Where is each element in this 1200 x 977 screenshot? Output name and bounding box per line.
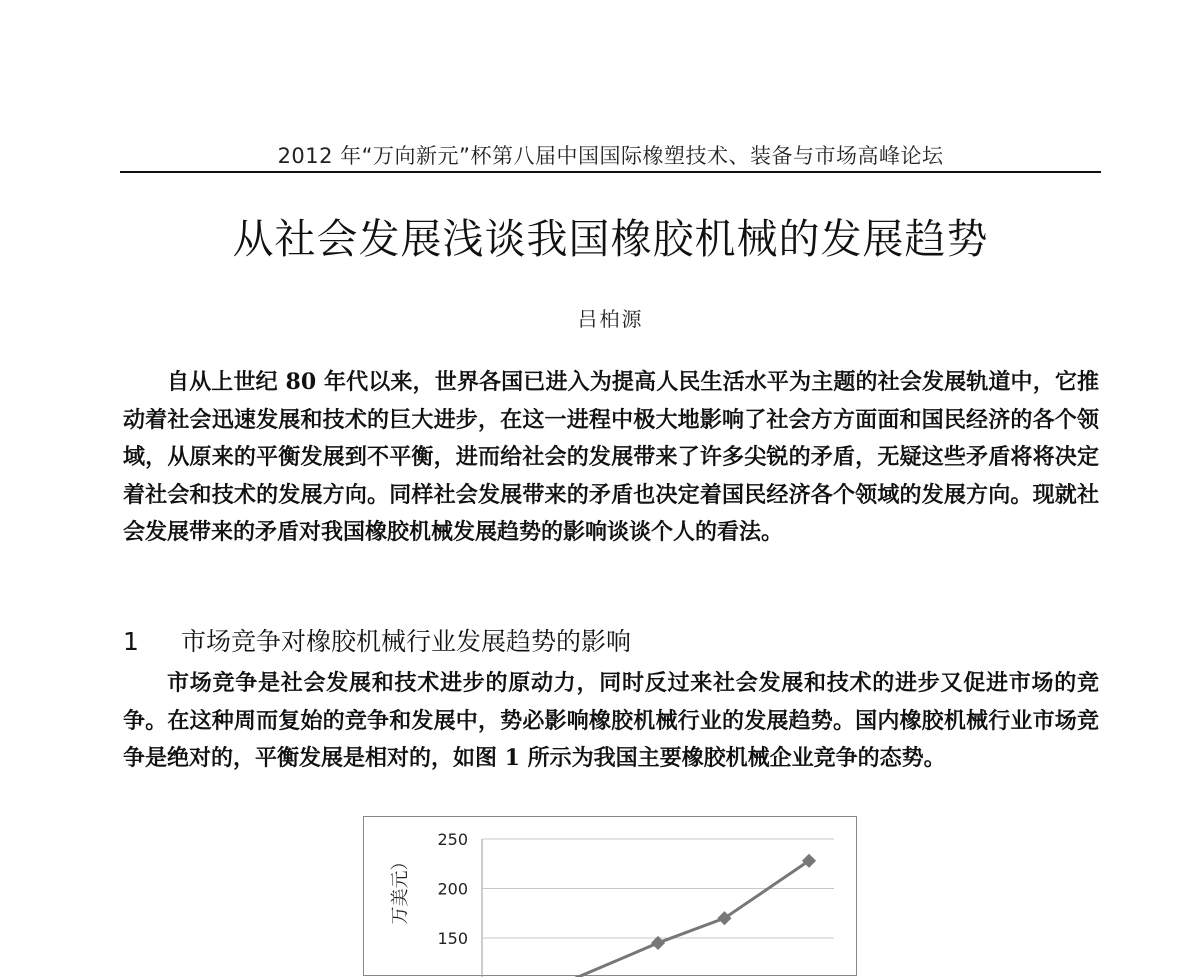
intro-paragraph: 自从上世纪 80 年代以来，世界各国已进入为提高人民生活水平为主题的社会发展轨道中，它推动着社会迅速发展和技术的巨大进步，在这一进程中极大地影响了社会方方面面和国民经济的各个领域，从原来的平衡发展到不平衡，进而给社会的发展带来了许多尖锐的矛盾，无疑这些矛盾将将决定着社会和技术的发展方向。同样社会发展带来的矛盾也决定着国民经济各个领域的发展方向。现就社会发展带来的矛盾对我国橡胶机械发展趋势的影响谈谈个人的看法。 bbox=[123, 369, 1099, 545]
y-tick-label: 200 bbox=[437, 879, 468, 899]
series-line bbox=[507, 861, 809, 977]
section-number: 1 bbox=[123, 627, 139, 656]
article-title: 从社会发展浅谈我国橡胶机械的发展趋势 bbox=[232, 215, 989, 263]
header-rule bbox=[120, 171, 1101, 173]
section-1-paragraph: 市场竞争是社会发展和技术进步的原动力，同时反过来社会发展和技术的进步又促进市场的竞争。在这种周而复始的竞争和发展中，势必影响橡胶机械行业的发展趋势。国内橡胶机械行业市场竞争是绝对的，平衡发展是相对的，如图 1 所示为我国主要橡胶机械企业竞争的态势。 bbox=[123, 670, 1099, 771]
figure-1-chart bbox=[363, 816, 857, 976]
y-tick-label: 250 bbox=[437, 830, 468, 849]
author-name: 吕柏源 bbox=[577, 307, 644, 331]
y-axis-label: 万美元） bbox=[390, 852, 411, 925]
y-tick-label: 150 bbox=[437, 929, 468, 948]
section-1-heading bbox=[123, 622, 631, 658]
running-header: 2012 年“万向新元”杯第八届中国国际橡塑技术、装备与市场高峰论坛 bbox=[277, 144, 944, 168]
section-title: 市场竞争对橡胶机械行业发展趋势的影响 bbox=[181, 627, 632, 656]
chart-svg bbox=[364, 817, 858, 977]
